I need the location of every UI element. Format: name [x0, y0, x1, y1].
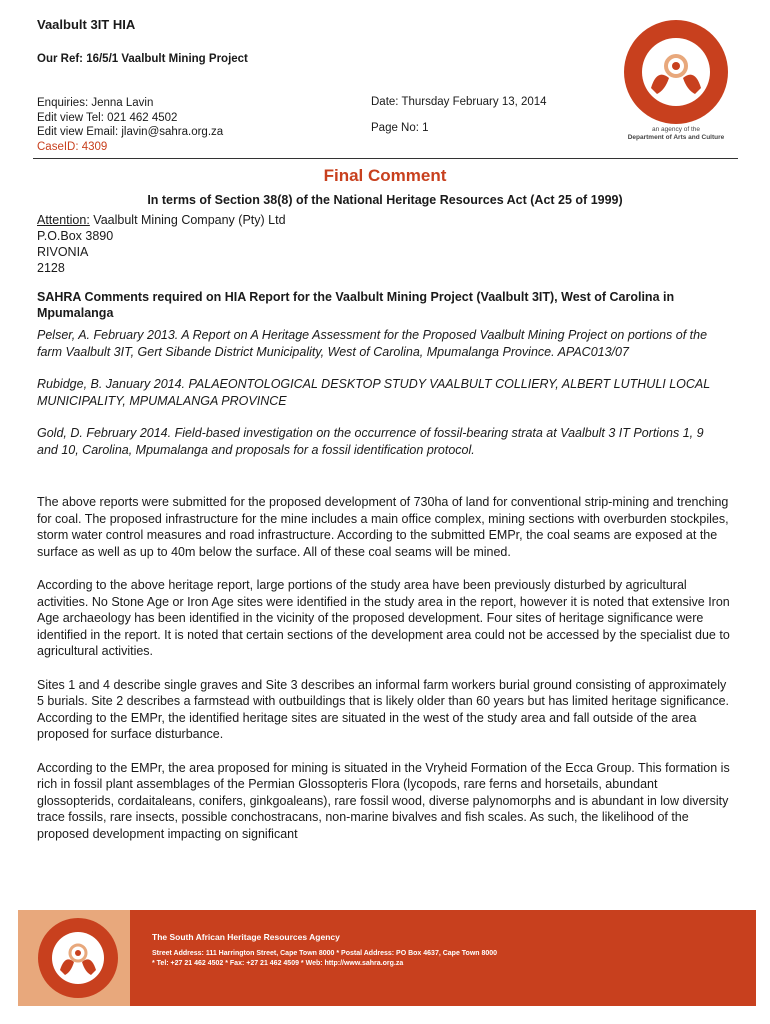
sahra-logo	[617, 18, 735, 126]
address-block	[37, 212, 286, 276]
footer-agency-name: The South African Heritage Resources Agency	[152, 932, 340, 942]
tel-line[interactable]: Edit view Tel: 021 462 4502	[37, 111, 178, 124]
address-line-2: RIVONIA	[37, 245, 89, 259]
footer-banner	[18, 910, 756, 1006]
reference-item: Gold, D. February 2014. Field-based investigation on the occurrence of fossil-bearing strata at Vaalbult 3 IT Portions 1, 9 and 10, Carolina, Mpumalanga and proposals for a fossil identification protocol.	[37, 426, 704, 457]
header-divider	[33, 158, 738, 159]
footer-contact[interactable]: * Tel: +27 21 462 4502 * Fax: +27 21 462 4509 * Web: http://www.sahra.org.za	[152, 960, 404, 967]
body-paragraph: According to the above heritage report, large portions of the study area have been previously disturbed by agricultural activities. No Stone Age or Iron Age sites were identified in the study area in the report, however it is noted that extensive Iron Age archaeology has been identified in the vicinity of the proposed development. Four sites of heritage significance were identified in the report. It is noted that certain sections of the development area could not be accessed by the specialist due to agricultural activities.	[37, 578, 730, 658]
email-line[interactable]: Edit view Email: jlavin@sahra.org.za	[37, 126, 224, 138]
date-line: Date: Thursday February 13, 2014	[371, 96, 547, 108]
page-number: Page No: 1	[371, 122, 429, 134]
body-paragraph: Sites 1 and 4 describe single graves and Site 3 describes an informal farm workers burial ground consisting of approximately 5 burials. Site 2 describes a farmstead with outbuildings that is likely older than 60 years but has limited heritage significance. According to the EMPr, the identified heritage sites are situated in the west of the study area and fall outside of the area proposed for surface disturbance.	[37, 677, 730, 741]
references-list	[37, 327, 727, 474]
agency-line-2: Department of Arts and Culture	[627, 134, 725, 141]
case-id: CaseID: 4309	[37, 140, 108, 153]
date-page-block	[371, 96, 547, 134]
agency-caption	[617, 126, 735, 142]
subject-heading: SAHRA Comments required on HIA Report for the Vaalbult Mining Project (Vaalbult 3IT), West of Carolina in Mpumalanga	[37, 290, 675, 320]
attention-value: Vaalbult Mining Company (Pty) Ltd	[89, 213, 286, 227]
address-line-3: 2128	[37, 261, 65, 275]
enquiries-block	[37, 96, 223, 154]
footer-address: Street Address: 111 Harrington Street, Cape Town 8000 * Postal Address: PO Box 4637, Cape Town 8000	[152, 950, 498, 957]
enquiries-line: Enquiries: Jenna Lavin	[37, 97, 154, 109]
our-reference: Our Ref: 16/5/1 Vaalbult Mining Project	[37, 53, 248, 65]
attention-label: Attention:	[37, 213, 90, 227]
document-title: Vaalbult 3IT HIA	[37, 17, 136, 32]
terms-heading: In terms of Section 38(8) of the National Heritage Resources Act (Act 25 of 1999)	[147, 193, 623, 207]
reference-item: Pelser, A. February 2013. A Report on A Heritage Assessment for the Proposed Vaalbult Mining Project on portions of the farm Vaalbult 3IT, Gert Sibande District Municipality, West of Carolina, Mpumalanga Province. APAC013/07	[37, 328, 708, 359]
address-line-1: P.O.Box 3890	[37, 229, 114, 243]
reference-item: Rubidge, B. January 2014. PALAEONTOLOGICAL DESKTOP STUDY VAALBULT COLLIERY, ALBERT LUTHULI LOCAL MUNICIPALITY, MPUMALANGA PROVINCE	[37, 377, 710, 408]
final-comment-heading: Final Comment	[323, 166, 447, 185]
attention-line	[37, 212, 286, 228]
footer-sahra-logo	[36, 916, 120, 1000]
body-paragraph: According to the EMPr, the area proposed for mining is situated in the Vryheid Formation of the Ecca Group. This formation is rich in fossil plant assemblages of the Permian Glossopteris Flora (lycopods, rare ferns and horsetails, abundant glossopterids, cordaitaleans, conifers, ginkgoaleans), rare fossil wood, diverse palynomorphs and is abundant in low diversity trace fossils, rare insects, possible conchostracans, non-marine bivalves and fish scales. As such, the likelihood of the proposed development impacting on significant	[37, 760, 730, 841]
agency-line-1: an agency of the	[651, 126, 701, 133]
body-text	[37, 494, 732, 859]
body-paragraph: The above reports were submitted for the proposed development of 730ha of land for conventional strip-mining and trenching for coal. The proposed infrastructure for the mine includes a main office complex, mining sections with overburden stockpiles, storm water control measures and road infrastructure. According to the submitted EMPr, the coal seams are exposed at the surface as well as up to 40m below the surface. All of these coal seams will be mined.	[37, 495, 729, 559]
